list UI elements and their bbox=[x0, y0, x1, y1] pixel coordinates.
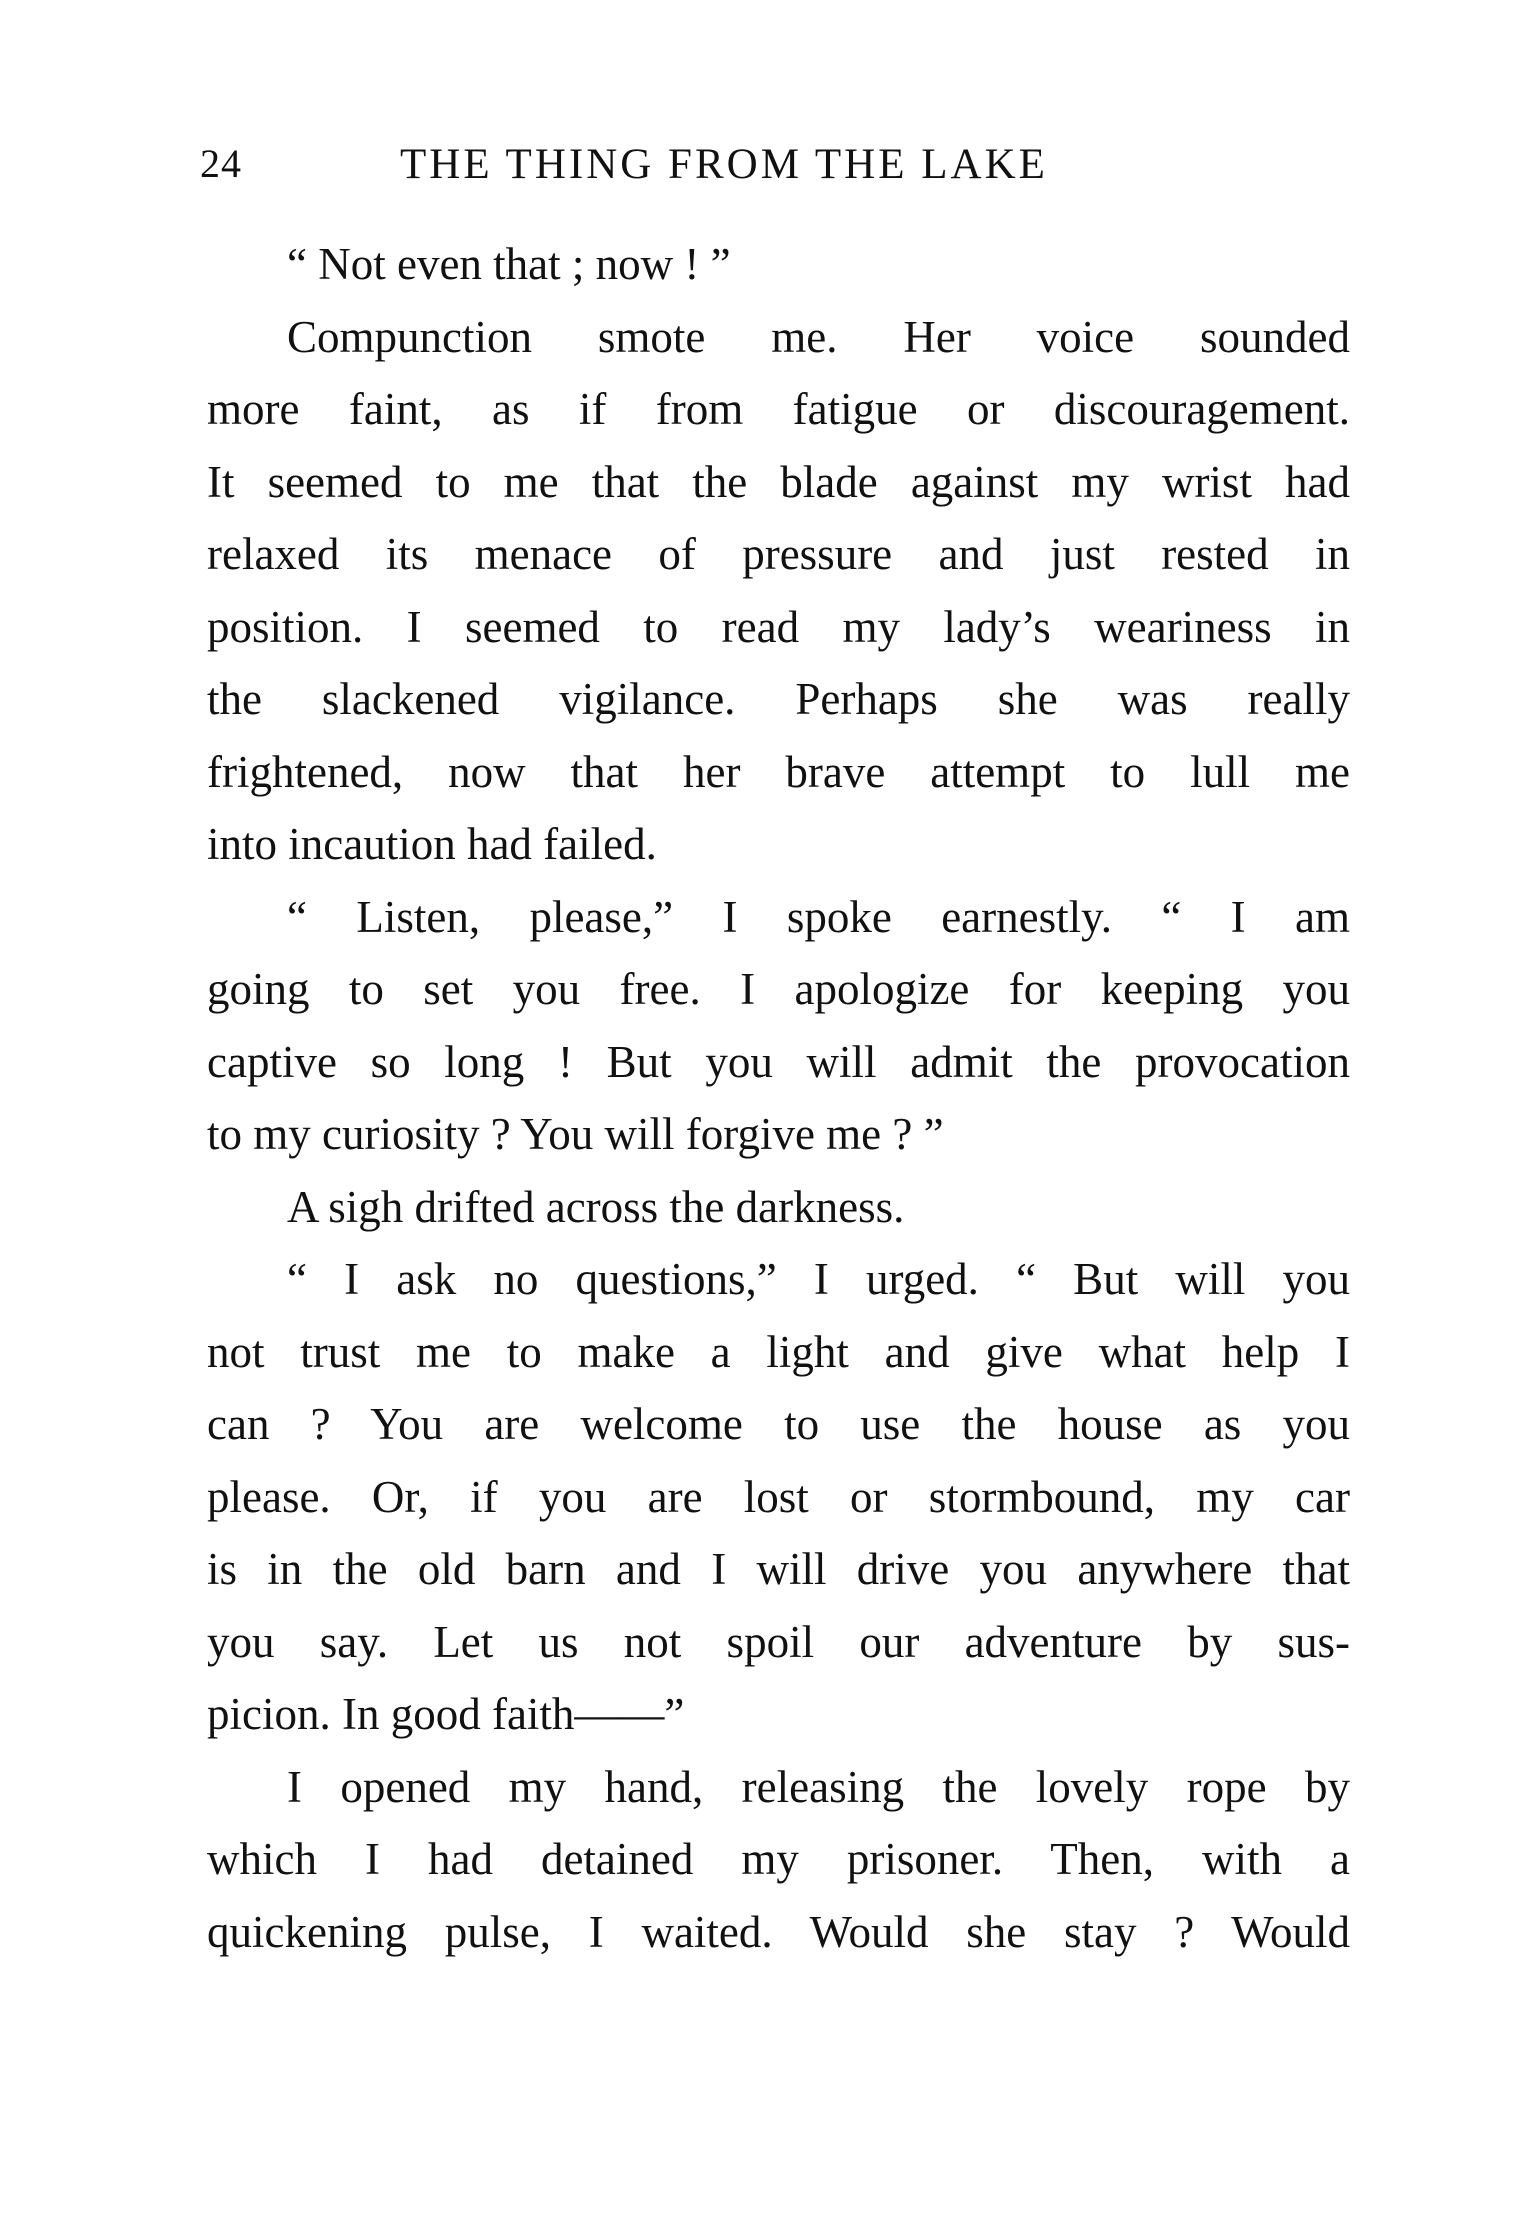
text-line: more faint, as if from fatigue or discouragement. bbox=[207, 384, 1350, 434]
page-number: 24 bbox=[200, 141, 242, 186]
body-text bbox=[207, 228, 1350, 1968]
text-line: the slackened vigilance. Perhaps she was really bbox=[207, 674, 1350, 724]
text-line: which I had detained my prisoner. Then, with a bbox=[207, 1834, 1350, 1884]
text-line: Compunction smote me. Her voice sounded bbox=[287, 311, 1350, 362]
text-line: captive so long ! But you will admit the provocation bbox=[207, 1036, 1350, 1087]
text-line: “ Listen, please,” I spoke earnestly. “ I am bbox=[287, 891, 1350, 942]
text-line: into incaution had failed. bbox=[207, 819, 657, 869]
page-header bbox=[200, 140, 1350, 200]
text-line: picion. In good faith——” bbox=[207, 1689, 685, 1739]
text-line: frightened, now that her brave attempt to lull me bbox=[207, 746, 1350, 797]
text-line: position. I seemed to read my lady’s weariness in bbox=[207, 601, 1350, 652]
text-line: going to set you free. I apologize for keeping you bbox=[207, 964, 1350, 1014]
text-line: to my curiosity ? You will forgive me ? ” bbox=[207, 1109, 944, 1159]
text-line: not trust me to make a light and give what help I bbox=[207, 1326, 1350, 1377]
text-line: It seemed to me that the blade against my wrist had bbox=[207, 456, 1350, 507]
text-line: quickening pulse, I waited. Would she stay ? Would bbox=[207, 1906, 1350, 1957]
text-line: I opened my hand, releasing the lovely rope by bbox=[287, 1761, 1350, 1812]
text-line: “ I ask no questions,” I urged. “ But will you bbox=[287, 1254, 1350, 1304]
text-line: relaxed its menace of pressure and just rested in bbox=[207, 529, 1350, 579]
text-line: is in the old barn and I will drive you anywhere that bbox=[207, 1544, 1350, 1594]
text-line: you say. Let us not spoil our adventure by sus- bbox=[207, 1616, 1350, 1667]
text-line: A sigh drifted across the darkness. bbox=[287, 1181, 905, 1232]
running-head: THE THING FROM THE LAKE bbox=[400, 141, 1048, 188]
text-line: “ Not even that ; now ! ” bbox=[287, 239, 731, 289]
text-line: can ? You are welcome to use the house as you bbox=[207, 1399, 1350, 1449]
text-line: please. Or, if you are lost or stormbound, my car bbox=[207, 1471, 1350, 1522]
